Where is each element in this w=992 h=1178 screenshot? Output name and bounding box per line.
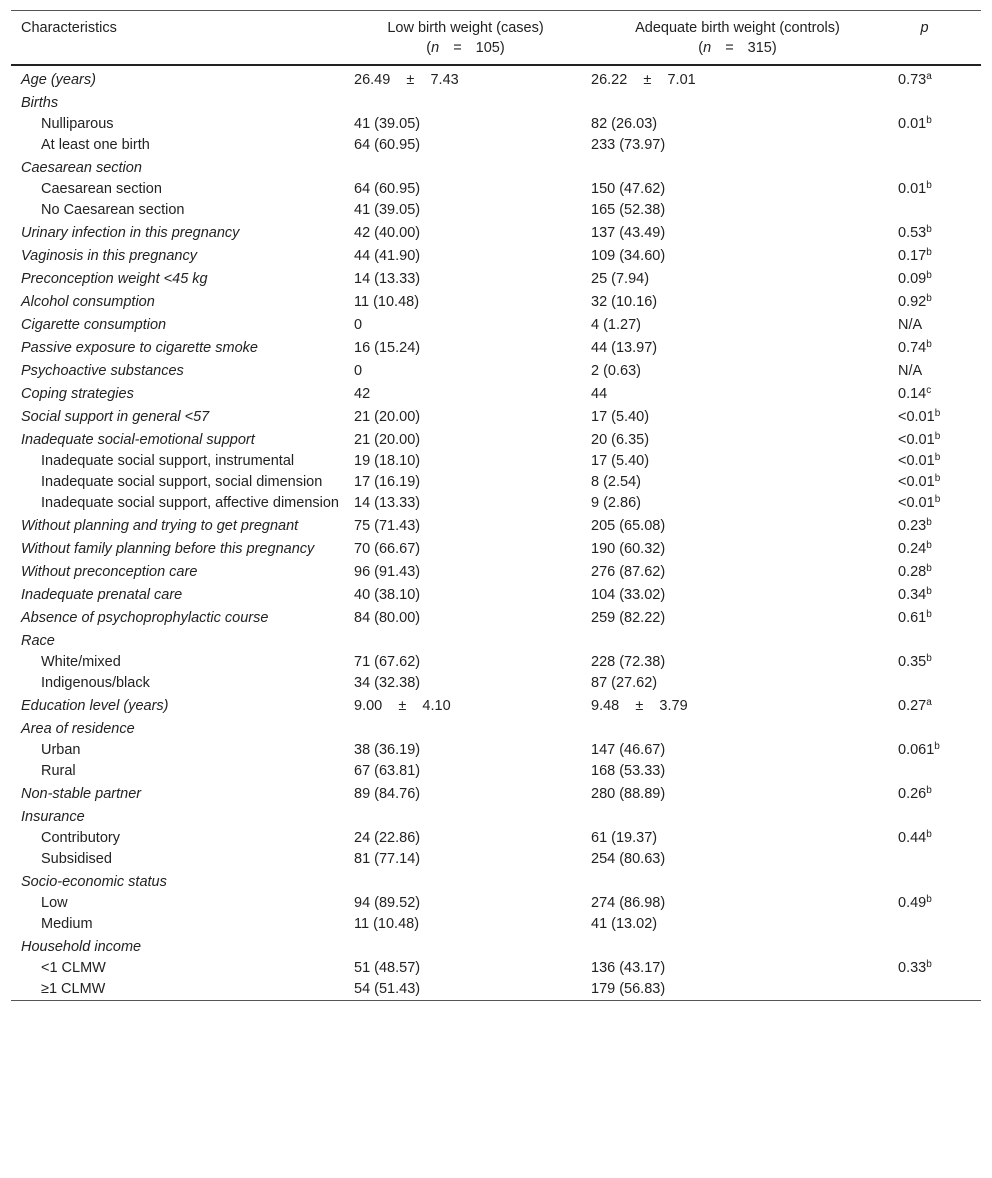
cell-p-value xyxy=(888,313,981,336)
p-footnote-marker: c xyxy=(926,385,932,396)
cell-p-value xyxy=(888,290,981,313)
p-value: <0.01 xyxy=(898,409,935,425)
cell-controls: 280 (88.89) xyxy=(591,786,666,802)
row-label: At least one birth xyxy=(41,137,150,153)
cell-cases: 9.00 ± 4.10 xyxy=(354,698,451,714)
row-label: Nulliparous xyxy=(41,116,114,132)
cell-cases: 71 (67.62) xyxy=(354,654,421,670)
row-label: Contributory xyxy=(41,830,120,846)
p-footnote-marker: b xyxy=(926,785,932,796)
cell-cases: 41 (39.05) xyxy=(354,116,421,132)
cell-controls: 104 (33.02) xyxy=(591,587,666,603)
cell-controls: 82 (26.03) xyxy=(591,116,658,132)
cell-controls xyxy=(581,156,888,179)
p-value: <0.01 xyxy=(898,495,935,511)
table-row xyxy=(11,428,981,451)
row-label: Psychoactive substances xyxy=(21,363,184,379)
p-footnote-marker: b xyxy=(934,408,941,419)
p-footnote-marker: b xyxy=(926,959,932,970)
cell-cases: 64 (60.95) xyxy=(354,137,421,153)
row-label: Cigarette consumption xyxy=(21,317,167,333)
table-row xyxy=(11,740,981,761)
table-row xyxy=(11,979,981,1001)
table-row xyxy=(11,336,981,359)
cell-controls: 44 (13.97) xyxy=(591,340,658,356)
cell-p-value xyxy=(888,740,981,761)
cell-cases: 11 (10.48) xyxy=(354,294,420,310)
cell-cases xyxy=(344,629,581,652)
cell-controls: 44 xyxy=(591,386,608,402)
cell-controls: 17 (5.40) xyxy=(591,453,650,469)
cell-controls: 8 (2.54) xyxy=(591,474,641,490)
header-cases-n: (n = 105) xyxy=(426,40,505,56)
cell-controls: 233 (73.97) xyxy=(591,137,666,153)
row-label: Alcohol consumption xyxy=(21,294,155,310)
table-row xyxy=(11,694,981,717)
cell-p-value xyxy=(888,717,981,740)
p-value: 0.33 xyxy=(898,960,927,976)
cell-controls: 9 (2.86) xyxy=(591,495,641,511)
row-label: Caesarean section xyxy=(41,181,162,197)
table-row xyxy=(11,313,981,336)
cell-controls: 274 (86.98) xyxy=(591,895,666,911)
p-value: 0.49 xyxy=(898,895,927,911)
header-controls-n: (n = 315) xyxy=(698,40,777,56)
cell-p-value xyxy=(888,405,981,428)
cell-cases: 0 xyxy=(354,317,363,333)
p-footnote-marker: b xyxy=(926,609,932,620)
table-row xyxy=(11,179,981,200)
cell-controls: 147 (46.67) xyxy=(591,742,666,758)
row-label: Passive exposure to cigarette smoke xyxy=(21,340,258,356)
p-footnote-marker: b xyxy=(934,452,941,463)
cell-p-value xyxy=(888,472,981,493)
table-row xyxy=(11,267,981,290)
cell-p-value xyxy=(888,135,981,156)
cell-p-value xyxy=(888,979,981,1001)
table-row xyxy=(11,805,981,828)
cell-p-value xyxy=(888,914,981,935)
table-row xyxy=(11,156,981,179)
p-footnote-marker: b xyxy=(926,653,932,664)
cell-cases: 84 (80.00) xyxy=(354,610,421,626)
cell-cases: 67 (63.81) xyxy=(354,763,421,779)
cell-cases: 14 (13.33) xyxy=(354,495,421,511)
p-footnote-marker: b xyxy=(934,494,941,505)
cell-cases: 0 xyxy=(354,363,363,379)
cell-p-value xyxy=(888,782,981,805)
cell-controls: 25 (7.94) xyxy=(591,271,650,287)
cell-p-value xyxy=(888,761,981,782)
cell-cases xyxy=(344,91,581,114)
cell-p-value xyxy=(888,652,981,673)
cell-cases: 26.49 ± 7.43 xyxy=(354,72,459,88)
p-footnote-marker: b xyxy=(934,473,941,484)
cell-controls: 137 (43.49) xyxy=(591,225,666,241)
cell-p-value xyxy=(888,805,981,828)
cell-p-value xyxy=(888,560,981,583)
table-row xyxy=(11,606,981,629)
cell-controls xyxy=(581,805,888,828)
cell-cases: 54 (51.43) xyxy=(354,981,421,997)
cell-controls: 4 (1.27) xyxy=(591,317,641,333)
cell-p-value xyxy=(888,382,981,405)
row-label: Without family planning before this pregnancy xyxy=(21,541,315,557)
cell-cases: 42 (40.00) xyxy=(354,225,421,241)
row-label: Indigenous/black xyxy=(41,675,150,691)
cell-p-value xyxy=(888,65,981,91)
cell-controls: 20 (6.35) xyxy=(591,432,650,448)
table-row xyxy=(11,537,981,560)
p-value: 0.09 xyxy=(898,271,927,287)
cell-cases: 44 (41.90) xyxy=(354,248,421,264)
cell-p-value xyxy=(888,156,981,179)
cell-cases: 81 (77.14) xyxy=(354,851,421,867)
cell-cases: 14 (13.33) xyxy=(354,271,421,287)
table-row xyxy=(11,717,981,740)
cell-cases: 64 (60.95) xyxy=(354,181,421,197)
p-value: 0.34 xyxy=(898,587,927,603)
table-row xyxy=(11,290,981,313)
header-controls xyxy=(581,11,888,66)
table-row xyxy=(11,221,981,244)
table-body xyxy=(11,65,981,1001)
table-row xyxy=(11,583,981,606)
row-label: Low xyxy=(41,895,68,911)
header-cases-n-value: 105 xyxy=(475,40,500,56)
table-row xyxy=(11,560,981,583)
table-row xyxy=(11,849,981,870)
row-label: Caesarean section xyxy=(21,160,142,176)
p-footnote-marker: b xyxy=(926,829,932,840)
cell-controls: 254 (80.63) xyxy=(591,851,666,867)
p-value: 0.73 xyxy=(898,72,927,88)
header-characteristics: Characteristics xyxy=(21,20,117,36)
table-row xyxy=(11,958,981,979)
row-label: Urinary infection in this pregnancy xyxy=(21,225,240,241)
table-row xyxy=(11,382,981,405)
table-row xyxy=(11,405,981,428)
cell-cases: 94 (89.52) xyxy=(354,895,421,911)
cell-p-value xyxy=(888,451,981,472)
p-footnote-marker: b xyxy=(926,517,932,528)
cell-controls xyxy=(581,717,888,740)
cell-p-value xyxy=(888,514,981,537)
cell-p-value xyxy=(888,200,981,221)
p-value: 0.27 xyxy=(898,698,927,714)
p-value: 0.61 xyxy=(898,610,927,626)
table-row xyxy=(11,244,981,267)
cell-cases xyxy=(344,805,581,828)
p-value: 0.24 xyxy=(898,541,927,557)
p-value: N/A xyxy=(898,317,923,333)
row-label: Non-stable partner xyxy=(21,786,142,802)
table-row xyxy=(11,828,981,849)
p-footnote-marker: b xyxy=(926,247,932,258)
cell-cases: 11 (10.48) xyxy=(354,916,420,932)
cell-cases: 41 (39.05) xyxy=(354,202,421,218)
cell-controls: 2 (0.63) xyxy=(591,363,641,379)
row-label: Inadequate social support, instrumental xyxy=(41,453,295,469)
cell-p-value xyxy=(888,359,981,382)
header-controls-n-value: 315 xyxy=(747,40,772,56)
cell-p-value xyxy=(888,893,981,914)
row-label: Absence of psychoprophylactic course xyxy=(21,610,269,626)
cell-cases: 17 (16.19) xyxy=(354,474,421,490)
table-row xyxy=(11,652,981,673)
p-value: N/A xyxy=(898,363,923,379)
cell-controls: 136 (43.17) xyxy=(591,960,666,976)
row-label: Medium xyxy=(41,916,93,932)
row-label: Vaginosis in this pregnancy xyxy=(21,248,197,264)
row-label: Preconception weight <45 kg xyxy=(21,271,208,287)
row-label: Insurance xyxy=(21,809,85,825)
cell-controls xyxy=(581,870,888,893)
row-label: Area of residence xyxy=(21,721,135,737)
p-value: 0.74 xyxy=(898,340,927,356)
table-row xyxy=(11,629,981,652)
cell-controls: 109 (34.60) xyxy=(591,248,666,264)
cell-p-value xyxy=(888,870,981,893)
p-footnote-marker: b xyxy=(926,586,932,597)
row-label: Without preconception care xyxy=(21,564,198,580)
cell-cases: 51 (48.57) xyxy=(354,960,421,976)
p-footnote-marker: b xyxy=(926,894,932,905)
p-footnote-marker: b xyxy=(926,540,932,551)
p-footnote-marker: b xyxy=(926,293,932,304)
cell-p-value xyxy=(888,629,981,652)
cell-p-value xyxy=(888,583,981,606)
p-footnote-marker: b xyxy=(926,224,932,235)
header-controls-title: Adequate birth weight (controls) xyxy=(635,20,840,36)
cell-p-value xyxy=(888,935,981,958)
cell-cases: 70 (66.67) xyxy=(354,541,421,557)
row-label: White/mixed xyxy=(41,654,121,670)
table-row xyxy=(11,493,981,514)
cell-cases: 24 (22.86) xyxy=(354,830,421,846)
cell-p-value xyxy=(888,221,981,244)
cell-p-value xyxy=(888,428,981,451)
p-value: 0.35 xyxy=(898,654,927,670)
cell-cases: 42 xyxy=(354,386,371,402)
cell-cases xyxy=(344,935,581,958)
p-footnote-marker: b xyxy=(926,180,932,191)
cell-p-value xyxy=(888,694,981,717)
row-label: Subsidised xyxy=(41,851,112,867)
row-label: ≥1 CLMW xyxy=(41,981,106,997)
row-label: Age (years) xyxy=(21,72,96,88)
p-value: 0.26 xyxy=(898,786,927,802)
cell-controls: 276 (87.62) xyxy=(591,564,666,580)
cell-p-value xyxy=(888,673,981,694)
cell-cases: 40 (38.10) xyxy=(354,587,421,603)
cell-cases xyxy=(344,717,581,740)
cell-controls: 87 (27.62) xyxy=(591,675,658,691)
p-value: <0.01 xyxy=(898,432,935,448)
row-label: <1 CLMW xyxy=(41,960,106,976)
cell-controls: 190 (60.32) xyxy=(591,541,666,557)
cell-p-value xyxy=(888,537,981,560)
cell-controls: 61 (19.37) xyxy=(591,830,658,846)
cell-controls: 259 (82.22) xyxy=(591,610,666,626)
table-row xyxy=(11,761,981,782)
p-footnote-marker: a xyxy=(926,71,932,82)
table-row xyxy=(11,782,981,805)
row-label: Household income xyxy=(21,939,142,955)
header-p: p xyxy=(920,20,929,36)
cell-cases: 19 (18.10) xyxy=(354,453,421,469)
p-footnote-marker: b xyxy=(926,339,932,350)
table-row xyxy=(11,935,981,958)
cell-controls: 165 (52.38) xyxy=(591,202,666,218)
p-value: 0.53 xyxy=(898,225,927,241)
cell-cases: 21 (20.00) xyxy=(354,409,421,425)
cell-controls xyxy=(581,629,888,652)
cell-cases: 75 (71.43) xyxy=(354,518,421,534)
table-header xyxy=(11,11,981,66)
row-label: No Caesarean section xyxy=(41,202,185,218)
cell-cases: 34 (32.38) xyxy=(354,675,421,691)
cell-controls: 168 (53.33) xyxy=(591,763,666,779)
cell-controls: 32 (10.16) xyxy=(591,294,658,310)
row-label: Inadequate social support, affective dimension xyxy=(41,495,339,511)
row-label: Socio-economic status xyxy=(21,874,167,890)
header-cases-title: Low birth weight (cases) xyxy=(387,20,544,36)
cell-cases: 96 (91.43) xyxy=(354,564,421,580)
row-label: Births xyxy=(21,95,59,111)
cell-cases: 21 (20.00) xyxy=(354,432,421,448)
row-label: Education level (years) xyxy=(21,698,169,714)
characteristics-table xyxy=(11,10,981,1001)
p-footnote-marker: b xyxy=(934,741,940,752)
p-value: <0.01 xyxy=(898,474,935,490)
p-footnote-marker: a xyxy=(926,697,932,708)
p-value: <0.01 xyxy=(898,453,935,469)
row-label: Coping strategies xyxy=(21,386,134,402)
row-label: Inadequate prenatal care xyxy=(21,587,183,603)
p-footnote-marker: b xyxy=(934,431,941,442)
cell-p-value xyxy=(888,179,981,200)
p-value: 0.17 xyxy=(898,248,927,264)
cell-controls xyxy=(581,935,888,958)
p-value: 0.44 xyxy=(898,830,927,846)
cell-controls xyxy=(581,91,888,114)
cell-p-value xyxy=(888,114,981,135)
cell-cases: 89 (84.76) xyxy=(354,786,421,802)
cell-controls: 228 (72.38) xyxy=(591,654,666,670)
row-label: Race xyxy=(21,633,55,649)
p-value: 0.92 xyxy=(898,294,927,310)
p-value: 0.14 xyxy=(898,386,927,402)
table-row xyxy=(11,135,981,156)
header-controls-n-label: n xyxy=(703,40,712,56)
p-value: 0.23 xyxy=(898,518,927,534)
cell-cases: 38 (36.19) xyxy=(354,742,421,758)
cell-controls: 26.22 ± 7.01 xyxy=(591,72,696,88)
cell-cases: 16 (15.24) xyxy=(354,340,421,356)
table-row xyxy=(11,870,981,893)
table-row xyxy=(11,893,981,914)
cell-controls: 9.48 ± 3.79 xyxy=(591,698,688,714)
cell-p-value xyxy=(888,493,981,514)
table-row xyxy=(11,91,981,114)
cell-controls: 179 (56.83) xyxy=(591,981,666,997)
header-cases-n-label: n xyxy=(431,40,440,56)
row-label: Urban xyxy=(41,742,81,758)
cell-p-value xyxy=(888,958,981,979)
p-value: 0.061 xyxy=(898,742,935,758)
cell-p-value xyxy=(888,606,981,629)
table-row xyxy=(11,65,981,91)
p-footnote-marker: b xyxy=(926,115,932,126)
table-row xyxy=(11,114,981,135)
p-footnote-marker: b xyxy=(926,270,932,281)
row-label: Inadequate social support, social dimension xyxy=(41,474,323,490)
p-value: 0.01 xyxy=(898,116,927,132)
cell-cases xyxy=(344,156,581,179)
table-row xyxy=(11,200,981,221)
cell-p-value xyxy=(888,267,981,290)
cell-cases xyxy=(344,870,581,893)
row-label: Social support in general <57 xyxy=(21,409,210,425)
p-value: 0.01 xyxy=(898,181,927,197)
table-row xyxy=(11,359,981,382)
header-cases xyxy=(344,11,581,66)
cell-controls: 205 (65.08) xyxy=(591,518,666,534)
table-row xyxy=(11,472,981,493)
p-value: 0.28 xyxy=(898,564,927,580)
row-label: Without planning and trying to get pregnant xyxy=(21,518,299,534)
table-row xyxy=(11,673,981,694)
cell-controls: 150 (47.62) xyxy=(591,181,666,197)
cell-p-value xyxy=(888,244,981,267)
cell-p-value xyxy=(888,849,981,870)
row-label: Rural xyxy=(41,763,76,779)
table-row xyxy=(11,514,981,537)
row-label: Inadequate social-emotional support xyxy=(21,432,255,448)
cell-p-value xyxy=(888,828,981,849)
table-row xyxy=(11,914,981,935)
cell-p-value xyxy=(888,91,981,114)
table-row xyxy=(11,451,981,472)
p-footnote-marker: b xyxy=(926,563,932,574)
cell-controls: 41 (13.02) xyxy=(591,916,658,932)
cell-p-value xyxy=(888,336,981,359)
cell-controls: 17 (5.40) xyxy=(591,409,650,425)
